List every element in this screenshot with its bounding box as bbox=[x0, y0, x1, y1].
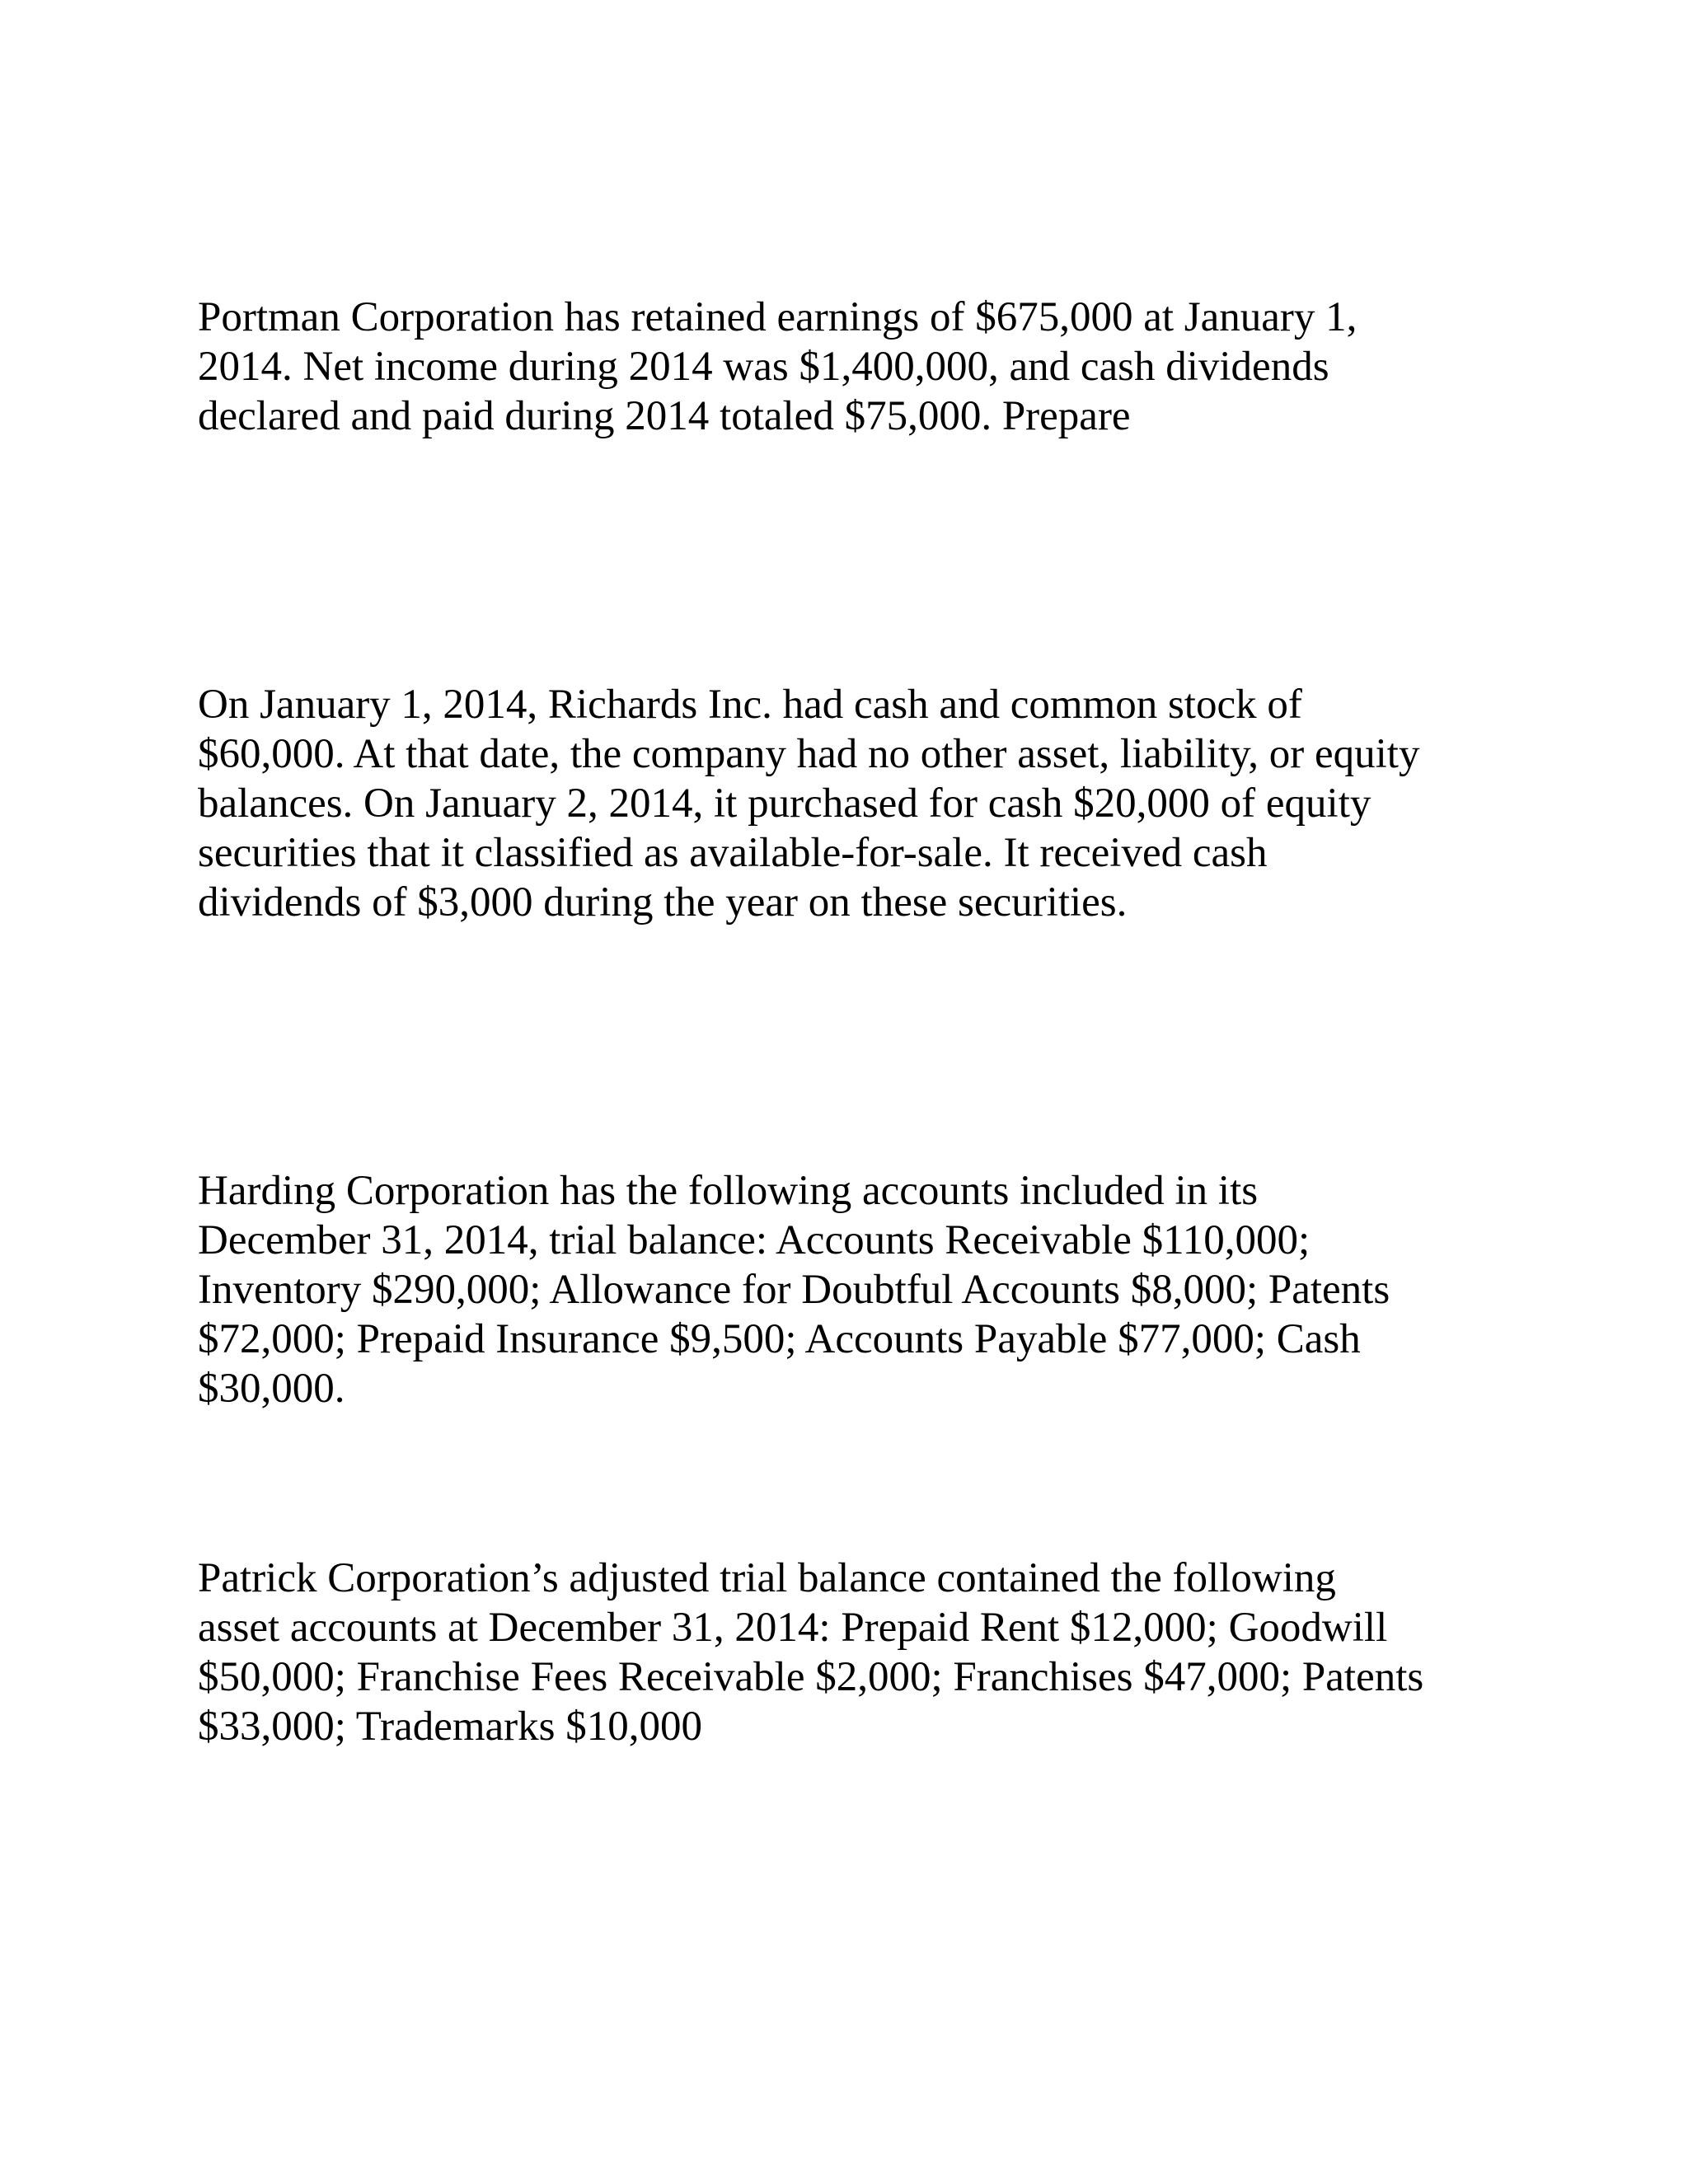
paragraph-patrick-corporation: Patrick Corporation’s adjusted trial balance contained the following asset accounts at December 31, 2014: Prepaid Rent $12,000; Goodwill $50,000; Franchise Fees Receivable $2,000; Franchises $47,000; Patents $33,000; Trademarks $10,000 bbox=[198, 1555, 1424, 1750]
paragraph-harding-corporation: Harding Corporation has the following accounts included in its December 31, 2014, trial balance: Accounts Receivable $110,000; Inventory $290,000; Allowance for Doubtful Accounts $8,000; Patents $72,000; Prepaid Insurance $9,500; Accounts Payable $77,000; Cash $30,000. bbox=[198, 1168, 1390, 1412]
paragraph-richards-inc: On January 1, 2014, Richards Inc. had cash and common stock of $60,000. At that date, the company had no other asset, liability, or equity balances. On January 2, 2014, it purchased for cash $20,000 of equity securities that it classified as available-for-sale. It received cash dividends of $3,000 during the year on these securities. bbox=[198, 682, 1420, 926]
paragraph-portman-corporation: Portman Corporation has retained earnings of $675,000 at January 1, 2014. Net income during 2014 was $1,400,000, and cash dividends declared and paid during 2014 totaled $75,000. Prepare bbox=[198, 294, 1357, 439]
